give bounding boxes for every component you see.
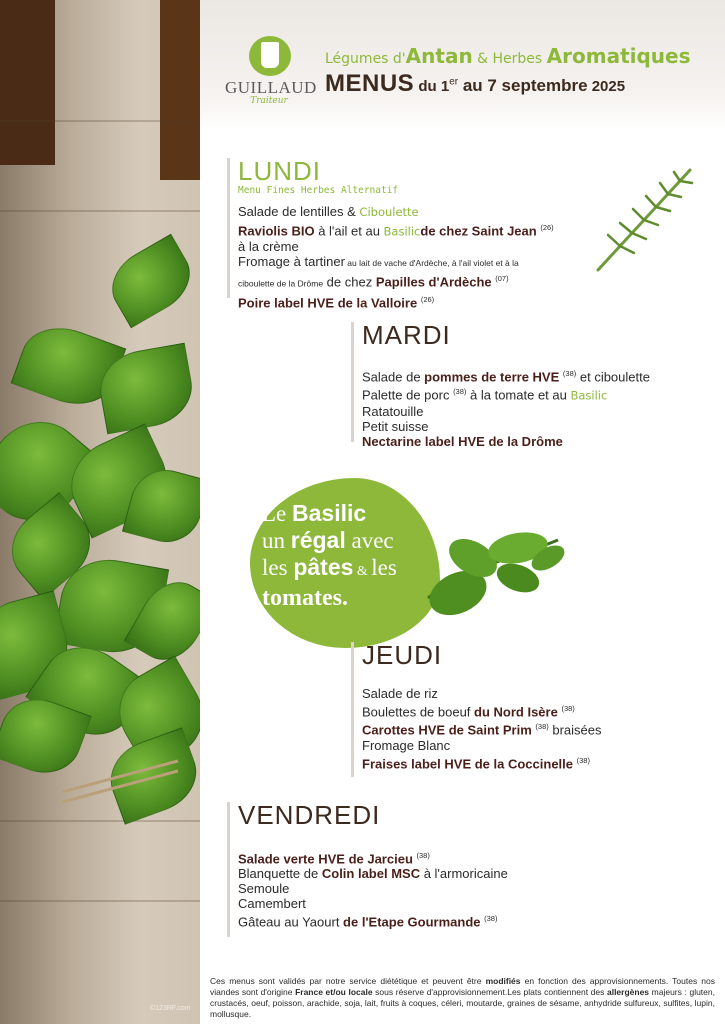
date-part: du 1 bbox=[414, 78, 450, 95]
quote-text: Le bbox=[262, 501, 293, 526]
dish-text: Palette de porc bbox=[362, 387, 454, 403]
dish bbox=[238, 220, 554, 239]
quote-text: & bbox=[353, 564, 372, 579]
wood-grain bbox=[0, 120, 200, 122]
day-title: LUNDI bbox=[238, 156, 322, 186]
day-subtitle: Menu Fines Herbes Alternatif bbox=[238, 185, 399, 196]
basil-sprig-icon bbox=[418, 518, 568, 618]
dish: Salade de riz bbox=[362, 686, 438, 701]
dish bbox=[238, 848, 508, 866]
quote-bold: pâtes bbox=[293, 554, 354, 580]
dish-bold: de l'Etape Gourmande bbox=[343, 914, 481, 930]
footer-bold: allergènes bbox=[606, 987, 650, 997]
dish bbox=[238, 204, 554, 220]
day-title: MARDI bbox=[362, 320, 451, 350]
footer-bold: France et/ou locale bbox=[295, 987, 373, 997]
wood-knot bbox=[160, 0, 200, 180]
menus-word: MENUS bbox=[325, 70, 415, 97]
dish: Camembert bbox=[238, 896, 306, 912]
cup-icon bbox=[261, 42, 279, 68]
title-part: Aromatiques bbox=[546, 44, 691, 68]
dish bbox=[362, 719, 602, 737]
dish bbox=[238, 271, 554, 291]
dish-bold: Colin label MSC bbox=[321, 866, 421, 882]
origin-code: (38) bbox=[535, 722, 549, 732]
wood-grain bbox=[0, 210, 200, 212]
dish-text: à l'ail et au bbox=[314, 223, 384, 239]
dish-bold: Salade verte HVE bbox=[238, 851, 345, 867]
dish-text: Salade de bbox=[362, 369, 425, 385]
menu-dates bbox=[325, 70, 625, 98]
footer-text: en fonction des approvisionnements. Toutes nos viandes sont d'origine bbox=[210, 976, 716, 997]
title-part: Antan bbox=[405, 44, 473, 68]
dish-text: Salade de lentilles & bbox=[238, 204, 360, 219]
origin-code: (26) bbox=[540, 223, 554, 232]
quote-text: avec bbox=[345, 528, 394, 553]
quote-text: les bbox=[262, 555, 294, 580]
dish bbox=[238, 292, 554, 310]
day-rule bbox=[227, 158, 230, 298]
day-lundi bbox=[227, 158, 554, 310]
footer-text: sous réserve d'approvisionnement.Les plats contiennent des bbox=[372, 987, 607, 997]
dish-bold: Papilles d'Ardèche bbox=[375, 274, 492, 290]
dish-bold: du Nord Isère bbox=[474, 704, 558, 720]
day-rule bbox=[351, 322, 354, 442]
day-mardi bbox=[351, 322, 650, 449]
quote-line bbox=[262, 527, 442, 554]
brand-name: GUILLAUD bbox=[225, 78, 317, 97]
dish-text: à l'armoricaine bbox=[420, 866, 508, 882]
dish: Semoule bbox=[238, 881, 290, 897]
dish bbox=[362, 701, 602, 719]
dish bbox=[238, 866, 508, 881]
origin-code: (38) bbox=[576, 755, 590, 765]
date-sup: er bbox=[449, 76, 459, 88]
dish-text: et ciboulette bbox=[576, 369, 650, 385]
dish-text: à la tomate et au bbox=[466, 387, 571, 403]
dish: Fromage Blanc bbox=[362, 737, 451, 753]
dish bbox=[362, 366, 650, 384]
basil-quote bbox=[262, 500, 442, 612]
quote-text: un bbox=[262, 528, 291, 553]
day-rule bbox=[227, 802, 230, 937]
herb-text: Basilic bbox=[383, 224, 421, 239]
day-title: JEUDI bbox=[362, 640, 443, 670]
dish-bold: de la Drôme bbox=[484, 433, 563, 449]
date-year: 2025 bbox=[587, 78, 626, 95]
dish-bold: de la Coccinelle bbox=[471, 755, 573, 771]
wood-grain bbox=[0, 820, 200, 822]
theme-title bbox=[325, 44, 691, 68]
dish bbox=[362, 434, 650, 449]
footer-text: Ces menus sont validés par notre service diététique et peuvent être bbox=[210, 976, 486, 986]
date-part: au 7 septembre bbox=[458, 76, 588, 95]
dish bbox=[238, 911, 508, 929]
dish-bold: de Saint Prim bbox=[445, 722, 532, 738]
quote-line bbox=[262, 554, 442, 585]
dish-text: Fromage à tartiner bbox=[238, 254, 345, 270]
dish bbox=[238, 254, 554, 271]
dish: Ratatouille bbox=[362, 403, 424, 419]
origin-code: (26) bbox=[420, 294, 435, 304]
dish-bold: de chez Saint Jean bbox=[420, 223, 537, 239]
dish-bold: Raviolis BIO bbox=[238, 223, 315, 239]
rosemary-icon bbox=[590, 165, 700, 275]
title-part: & Herbes bbox=[472, 51, 547, 67]
origin-code: (38) bbox=[484, 914, 498, 924]
wood-knot bbox=[0, 0, 55, 165]
dish-detail: au lait de vache d'Ardèche, à l'ail violet et à la bbox=[344, 258, 519, 269]
dish: Petit suisse bbox=[362, 418, 429, 434]
dish-detail: ciboulette de la Drôme bbox=[238, 278, 324, 289]
dish-bold: pommes de terre HVE bbox=[424, 369, 560, 385]
footer-bold: modifiés bbox=[485, 976, 521, 986]
guillaud-logo bbox=[225, 36, 317, 106]
dish-bold: Nectarine label HVE bbox=[362, 433, 485, 449]
dish-bold: Poire label HVE de la Valloire bbox=[238, 294, 418, 310]
herb-text: Basilic bbox=[570, 388, 608, 403]
day-jeudi bbox=[351, 642, 602, 771]
day-rule bbox=[351, 642, 354, 777]
quote-text: les bbox=[371, 555, 397, 580]
dish-bold: Fraises label HVE bbox=[362, 755, 472, 771]
dish bbox=[362, 384, 650, 403]
dish-text: Boulettes de boeuf bbox=[362, 704, 475, 720]
footer-text: majeurs : gluten, crustacés, oeuf, poisson, arachide, soja, lait, fruits à coques, céleri, moutarde, graines de sésame, anhydride sulfureux, sulfites, lupin, mollusque. bbox=[210, 987, 715, 1019]
dish-text: Gâteau au Yaourt bbox=[238, 914, 344, 930]
dish-text: Blanquette de bbox=[238, 866, 322, 882]
origin-code: (38) bbox=[561, 704, 575, 713]
origin-code: (07) bbox=[495, 274, 509, 284]
herb-text: Ciboulette bbox=[359, 205, 419, 219]
photo-credit: ©123RF.com bbox=[150, 1005, 191, 1012]
quote-bold: Basilic bbox=[292, 500, 367, 526]
footer-note bbox=[210, 976, 715, 1020]
dish-text: de chez bbox=[323, 274, 376, 290]
basil-leaf bbox=[100, 234, 200, 329]
dish: à la crème bbox=[238, 239, 299, 255]
dish-bold: Carottes HVE bbox=[362, 722, 446, 738]
dish-bold: de Jarcieu bbox=[344, 851, 413, 867]
brand-tagline: Traiteur bbox=[250, 96, 288, 106]
day-title: VENDREDI bbox=[238, 800, 381, 830]
quote-bold: régal bbox=[290, 527, 346, 553]
quote-line: tomates. bbox=[262, 585, 348, 611]
quote-line bbox=[262, 500, 442, 527]
dish-text: braisées bbox=[548, 722, 602, 738]
title-part: Légumes d' bbox=[325, 51, 406, 67]
day-vendredi bbox=[227, 802, 508, 930]
origin-code: (38) bbox=[453, 387, 467, 397]
origin-code: (38) bbox=[562, 369, 577, 378]
dish bbox=[362, 753, 602, 771]
wood-grain bbox=[0, 900, 200, 902]
basil-photo bbox=[0, 0, 200, 1024]
origin-code: (38) bbox=[416, 851, 430, 860]
